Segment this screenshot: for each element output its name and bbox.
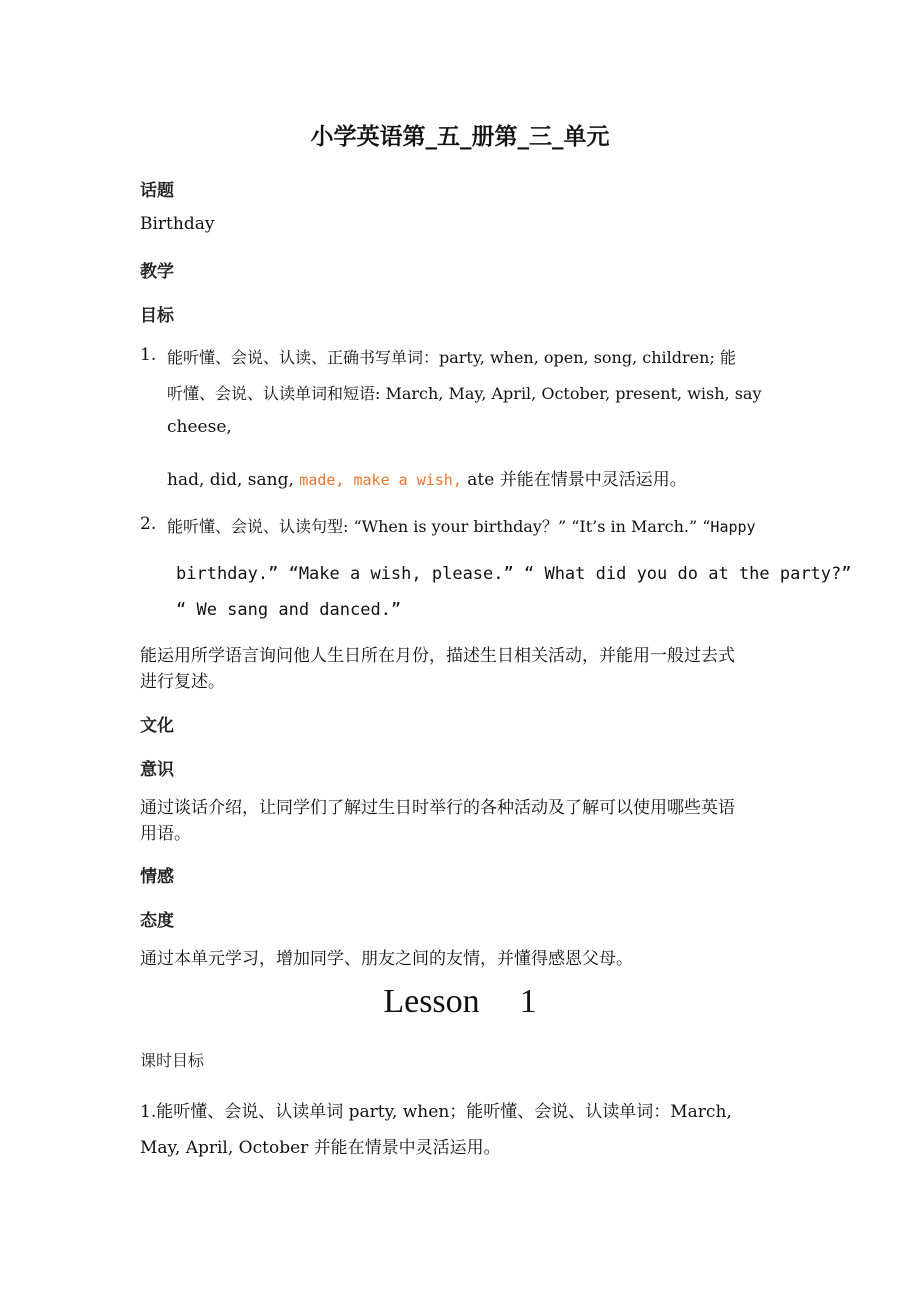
page-title: 小学英语第_五_册第_三_单元 xyxy=(310,124,610,150)
goal1-line4-a: had, did, sang, xyxy=(167,470,294,490)
goal1-line2: 听懂、会说、认读单词和短语: March, May, April, October, present, wish, say xyxy=(167,384,762,403)
attitude-label: 态度 xyxy=(140,911,174,931)
awareness-label: 意识 xyxy=(140,760,174,780)
topic-value: Birthday xyxy=(140,214,215,234)
goal1-line1: 能听懂、会说、认读、正确书写单词：party, when, open, song, children; 能 xyxy=(167,348,736,367)
culture-label: 文化 xyxy=(140,716,174,736)
goal1-number: 1. xyxy=(140,345,157,365)
goal2-number: 2. xyxy=(140,514,157,534)
lesson-goal-line1: 1.能听懂、会说、认读单词 party, when；能听懂、会说、认读单词：March, xyxy=(140,1102,732,1122)
para2-line1: 通过谈话介绍，让同学们了解过生日时举行的各种活动及了解可以使用哪些英语 xyxy=(140,798,735,818)
lesson-goal-line2: May, April, October 并能在情景中灵活运用。 xyxy=(140,1138,501,1158)
goal1-line4-b: ate 并能在情景中灵活运用。 xyxy=(467,470,687,490)
goal1-highlight: made, make a wish, xyxy=(299,471,462,489)
goal2-line1-a: 能听懂、会说、认读句型: “When is your birthday？” “It’s in March.” “ xyxy=(167,517,711,536)
goal2-line1 xyxy=(167,514,781,537)
para1-line2: 进行复述。 xyxy=(140,672,225,692)
goal2-line3: “ We sang and danced.” xyxy=(176,600,402,620)
goal1-line3: cheese, xyxy=(167,417,232,437)
lesson-goal-label: 课时目标 xyxy=(140,1051,205,1070)
lesson-word: Lesson xyxy=(383,983,480,1020)
teaching-label: 教学 xyxy=(140,262,174,282)
goal2-line2: birthday.” “Make a wish, please.” “ What did you do at the party?” xyxy=(176,564,852,584)
emotion-label: 情感 xyxy=(140,867,174,887)
goal2-line1-b: Happy xyxy=(710,518,756,536)
para1-line1: 能运用所学语言询问他人生日所在月份，描述生日相关活动，并能用一般过去式 xyxy=(140,646,735,666)
lesson-number: 1 xyxy=(519,983,537,1020)
para2-line2: 用语。 xyxy=(140,824,191,844)
lesson-heading xyxy=(0,983,920,1021)
topic-label: 话题 xyxy=(140,181,174,201)
goal1-line4 xyxy=(167,465,781,490)
para3: 通过本单元学习，增加同学、朋友之间的友情，并懂得感恩父母。 xyxy=(140,949,633,969)
goals-label: 目标 xyxy=(140,306,174,326)
